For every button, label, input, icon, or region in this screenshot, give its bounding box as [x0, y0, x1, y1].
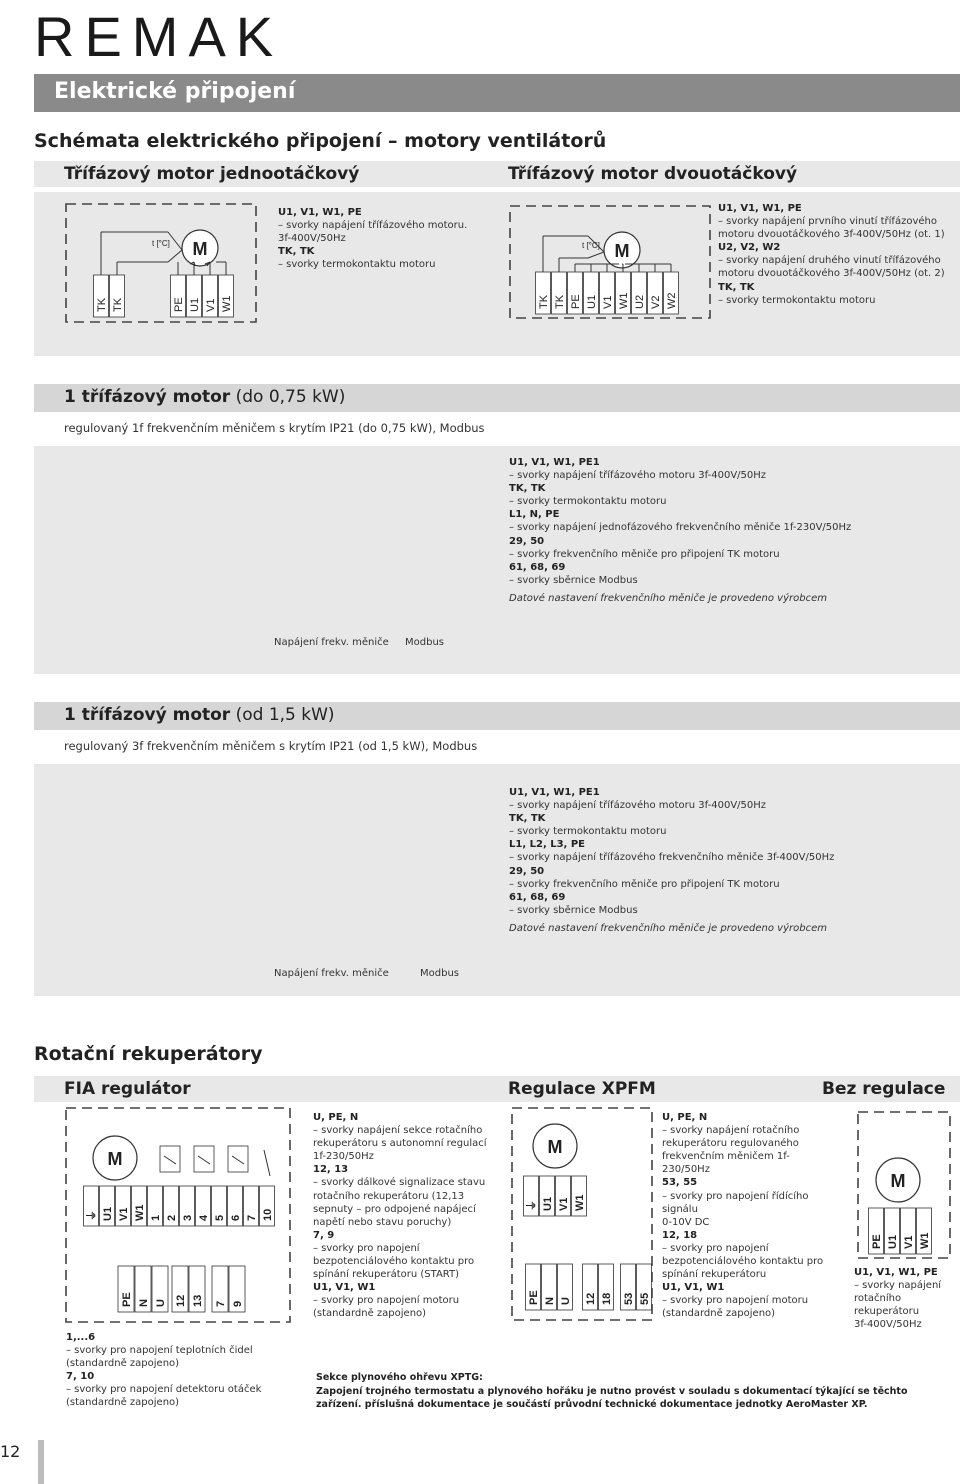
section1-left-description — [278, 206, 478, 271]
desc-text: bezpotenciálového kontaktu pro — [662, 1256, 824, 1268]
fia-description-bottom — [66, 1331, 306, 1410]
terminal-label: TK — [554, 294, 566, 309]
terminal-label: 53 — [623, 1292, 635, 1305]
desc-text: – svorky termokontaktu motoru — [509, 496, 667, 508]
desc-text: – svorky pro napojení motoru — [662, 1295, 809, 1307]
terminal-strip — [524, 1176, 587, 1216]
desc-heading: 12, 18 — [662, 1229, 698, 1241]
desc-text: – svorky pro napojení — [662, 1242, 769, 1254]
desc-text: rotačního rekuperátoru (12,13 — [313, 1190, 465, 1202]
desc-text: – svorky dálkové signalizace stavu — [313, 1177, 486, 1189]
desc-text: – svorky pro napojení teplotních čidel — [66, 1345, 253, 1357]
terminal-label: 7 — [215, 1300, 227, 1307]
terminal-label: 5 — [214, 1214, 226, 1221]
desc-text: bezpotenciálového kontaktu pro — [313, 1256, 475, 1268]
terminal-label: TK — [538, 294, 550, 309]
desc-text: – svorky napájení třífázového motoru 3f-400V/50Hz — [509, 470, 767, 482]
desc-heading: 61, 68, 69 — [509, 561, 566, 573]
desc-text: – svorky napájení druhého vinutí třífázového — [718, 255, 941, 267]
section2-heading — [34, 384, 960, 412]
terminal-label: 55 — [639, 1292, 651, 1305]
section3-description — [509, 786, 949, 935]
terminal-label: TK — [112, 297, 124, 312]
section4-title: Rotační rekuperátory — [34, 1043, 263, 1065]
wire — [264, 1150, 270, 1176]
desc-text: – svorky termokontaktu motoru — [509, 826, 667, 838]
desc-text: – svorky frekvenčního měniče pro připojení TK motoru — [509, 548, 780, 560]
terminal-label: U1 — [542, 1196, 554, 1211]
section2-caption-power: Napájení frekv. měniče — [274, 637, 389, 648]
terminal-label: 7 — [246, 1214, 258, 1221]
desc-heading: TK, TK — [509, 813, 546, 825]
desc-text: rekuperátoru regulovaného — [662, 1138, 799, 1150]
xpfm-description — [662, 1111, 837, 1321]
desc-text: – svorky napájení sekce rotačního — [313, 1125, 483, 1137]
sensor-symbol — [194, 1146, 214, 1172]
terminal-strip — [172, 1266, 205, 1312]
desc-text: sepnuty – pro odpojené napájecí — [313, 1203, 476, 1215]
terminal-label: 18 — [601, 1292, 613, 1305]
terminal-label: 12 — [175, 1294, 187, 1307]
desc-text: – svorky frekvenčního měniče pro připojení TK motoru — [509, 878, 780, 890]
desc-heading: TK, TK — [718, 281, 755, 293]
desc-text: (standardně zapojeno) — [66, 1397, 180, 1409]
desc-text: – svorky termokontaktu motoru — [718, 294, 876, 306]
section3-heading — [34, 702, 960, 730]
terminal-label: U — [560, 1297, 572, 1305]
desc-heading: U1, V1, W1, PE1 — [509, 457, 600, 468]
desc-text: – svorky sběrnice Modbus — [509, 574, 638, 586]
diagram-bez — [858, 1112, 950, 1258]
desc-text: – svorky napájení třífázového motoru 3f-400V/50Hz — [509, 800, 767, 812]
desc-heading: 1,...6 — [66, 1332, 96, 1343]
terminal-strip — [212, 1266, 245, 1312]
terminal-label: W1 — [919, 1232, 931, 1249]
diagram-single-speed — [66, 204, 256, 322]
diagram-xpfm — [512, 1108, 652, 1320]
temp-label: t [°C] — [152, 239, 170, 248]
terminal-label: PE — [121, 1292, 133, 1307]
motor-label: M — [192, 239, 208, 259]
motor-label: M — [614, 241, 630, 261]
terminal-label: V1 — [602, 295, 614, 309]
terminal-label: PE — [570, 294, 582, 309]
desc-heading: U, PE, N — [313, 1112, 359, 1123]
desc-text: 1f-230/50Hz — [313, 1151, 374, 1163]
desc-note: Datové nastavení frekvenčního měniče je provedeno výrobcem — [509, 922, 827, 934]
desc-heading: L1, N, PE — [509, 509, 560, 521]
terminal-label: PE — [173, 297, 185, 312]
desc-heading: U1, V1, W1, PE — [278, 207, 362, 218]
desc-text: – svorky pro napojení řídícího signálu — [662, 1190, 809, 1215]
section3-caption-power: Napájení frekv. měniče — [274, 968, 389, 979]
desc-text: spínání rekuperátoru — [662, 1269, 767, 1281]
section2-caption-modbus: Modbus — [405, 637, 444, 648]
terminal-label: PE — [528, 1290, 540, 1305]
wire — [588, 252, 604, 258]
terminal-strip — [526, 1264, 573, 1310]
desc-heading: 29, 50 — [509, 535, 545, 547]
section3-title-rest: (od 1,5 kW) — [230, 705, 335, 725]
desc-heading: U1, V1, W1, PE1 — [509, 787, 600, 798]
terminal-label: ⏚ — [86, 1210, 98, 1221]
terminal-label: 12 — [585, 1292, 597, 1305]
desc-text: – svorky napájení rotačního — [662, 1125, 800, 1137]
desc-heading: 12, 13 — [313, 1164, 349, 1176]
section3-caption-modbus: Modbus — [420, 968, 459, 979]
sensor-symbol — [228, 1146, 248, 1172]
terminal-label: TK — [96, 297, 108, 312]
desc-text: rotačního — [854, 1293, 902, 1305]
terminal-label: U1 — [189, 297, 201, 312]
terminal-label: 1 — [150, 1214, 162, 1221]
desc-heading: 7, 10 — [66, 1371, 95, 1383]
page-banner: Elektrické připojení — [34, 74, 960, 112]
fia-description-right — [313, 1111, 493, 1321]
bez-description — [854, 1266, 959, 1331]
terminal-label: V1 — [118, 1207, 130, 1221]
terminal-label: W2 — [666, 292, 678, 309]
terminal-label: 9 — [232, 1300, 244, 1307]
terminal-strip — [118, 1266, 168, 1312]
desc-text: 0-10V DC — [662, 1216, 710, 1228]
desc-text: – svorky pro napojení motoru — [313, 1295, 460, 1307]
terminal-strip — [171, 275, 234, 317]
page-side-bar — [38, 1440, 44, 1484]
desc-text: – svorky termokontaktu motoru — [278, 259, 436, 271]
sensor-symbol — [160, 1146, 180, 1172]
wire — [168, 232, 182, 250]
terminal-label: 4 — [198, 1214, 210, 1221]
desc-heading: 61, 68, 69 — [509, 891, 566, 903]
xpfm-subheading: Regulace XPFM — [484, 1076, 820, 1102]
desc-heading: L1, L2, L3, PE — [509, 839, 585, 851]
desc-text: 3f-400V/50Hz — [854, 1319, 922, 1331]
terminal-label: U1 — [586, 294, 598, 309]
desc-heading: U1, V1, W1, PE — [854, 1267, 938, 1278]
motor-label: M — [890, 1171, 906, 1191]
desc-text: – svorky napájení třífázového frekvenčního měniče 3f-400V/50Hz — [509, 852, 835, 864]
desc-text: rekuperátoru s autonomní regulací — [313, 1138, 487, 1150]
section2-title-rest: (do 0,75 kW) — [230, 387, 346, 407]
gas-heating-note-body: Zapojení trojného termostatu a plynového hořáku je nutno provést v souladu s dokumentací týkající se těchto zařízení. příslušná dokumentace je součástí průvodní technické dokumentace jednotky AeroMaster XP. — [316, 1386, 908, 1410]
terminal-label: 6 — [230, 1214, 242, 1221]
temp-label: t [°C] — [582, 241, 600, 250]
terminal-strip — [94, 275, 125, 317]
terminal-label: W1 — [618, 292, 630, 309]
terminal-label: 13 — [192, 1294, 204, 1307]
desc-text: frekvenčním měničem 1f-230/50Hz — [662, 1151, 790, 1176]
motor-label: M — [547, 1137, 563, 1157]
section2-description — [509, 456, 949, 605]
terminal-label: U2 — [634, 294, 646, 309]
terminal-label: 10 — [262, 1208, 274, 1221]
desc-text: spínání rekuperátoru (START) — [313, 1269, 460, 1281]
section3-title-bold: 1 třífázový motor — [64, 705, 231, 725]
desc-heading: U1, V1, W1 — [662, 1282, 725, 1294]
terminal-label: N — [544, 1297, 556, 1305]
desc-text: – svorky napájení třífázového motoru. — [278, 220, 468, 232]
terminal-label: N — [138, 1299, 150, 1307]
terminal-label: 3 — [182, 1214, 194, 1221]
desc-heading: U1, V1, W1 — [313, 1282, 376, 1294]
desc-text: (standardně zapojeno) — [66, 1358, 180, 1370]
page-number: 12 — [0, 1442, 21, 1461]
terminal-strip — [583, 1264, 614, 1310]
terminal-label: V1 — [558, 1197, 570, 1211]
section2-title-bold: 1 třífázový motor — [64, 387, 231, 407]
desc-text: – svorky napájení jednofázového frekvenčního měniče 1f-230V/50Hz — [509, 522, 852, 534]
gas-heating-note-title: Sekce plynového ohřevu XPTG: — [316, 1372, 483, 1383]
desc-heading: 7, 9 — [313, 1229, 335, 1241]
terminal-label: W1 — [221, 295, 233, 312]
terminal-strip — [84, 1186, 275, 1226]
desc-text: – svorky sběrnice Modbus — [509, 904, 638, 916]
terminal-strip — [621, 1264, 652, 1310]
desc-text: motoru dvouotáčkového 3f-400V/50Hz (ot. 2) — [718, 268, 945, 280]
terminal-label: ⏚ — [526, 1200, 538, 1211]
section1-right-description — [718, 202, 958, 307]
desc-heading: U, PE, N — [662, 1112, 708, 1123]
desc-text: – svorky pro napojení detektoru otáček — [66, 1384, 262, 1396]
terminal-strip — [869, 1208, 932, 1254]
desc-heading: 29, 50 — [509, 865, 545, 877]
desc-text: napětí nebo stavu poruchy) — [313, 1216, 452, 1228]
diagram-two-speed — [510, 206, 710, 318]
brand-logo: REMAK — [34, 5, 284, 68]
desc-text: 3f-400V/50Hz — [278, 233, 346, 245]
desc-note: Datové nastavení frekvenčního měniče je provedeno výrobcem — [509, 592, 827, 604]
terminal-label: V1 — [205, 298, 217, 312]
section3-subtitle: regulovaný 3f frekvenčním měničem s krytím IP21 (od 1,5 kW), Modbus — [64, 739, 478, 753]
terminal-label: V2 — [650, 295, 662, 309]
desc-heading: TK, TK — [509, 483, 546, 495]
desc-text: – svorky napájení — [854, 1280, 942, 1292]
desc-text: rekuperátoru — [854, 1306, 920, 1318]
right-subheading: Třífázový motor dvouotáčkový — [484, 161, 960, 187]
terminal-strip — [536, 272, 679, 314]
desc-heading: TK, TK — [278, 246, 315, 258]
terminal-label: U1 — [887, 1234, 899, 1249]
desc-heading: U2, V2, W2 — [718, 242, 781, 254]
terminal-label: PE — [871, 1234, 883, 1249]
diagram-fia — [66, 1108, 290, 1322]
desc-text: (standardně zapojeno) — [662, 1308, 776, 1320]
terminal-label: W1 — [574, 1194, 586, 1211]
terminal-label: W1 — [134, 1204, 146, 1221]
desc-heading: U1, V1, W1, PE — [718, 203, 802, 214]
desc-text: – svorky napájení prvního vinutí třífázového — [718, 216, 937, 228]
section2-subtitle: regulovaný 1f frekvenčním měničem s krytím IP21 (do 0,75 kW), Modbus — [64, 421, 485, 435]
desc-text: (standardně zapojeno) — [313, 1308, 427, 1320]
terminal-label: U — [155, 1299, 167, 1307]
terminal-label: U1 — [102, 1206, 114, 1221]
section1-title: Schémata elektrického připojení – motory ventilátorů — [34, 130, 607, 152]
left-subheading: Třífázový motor jednootáčkový — [34, 161, 484, 187]
wire — [168, 250, 182, 262]
desc-text: – svorky pro napojení — [313, 1242, 420, 1254]
fia-subheading: FIA regulátor — [34, 1076, 484, 1102]
bez-subheading: Bez regulace — [820, 1076, 960, 1102]
motor-label: M — [107, 1149, 123, 1169]
desc-heading: 53, 55 — [662, 1177, 698, 1189]
terminal-label: V1 — [903, 1235, 915, 1249]
desc-text: motoru dvouotáčkového 3f-400V/50Hz (ot. 1) — [718, 229, 945, 241]
terminal-label: 2 — [166, 1214, 178, 1221]
